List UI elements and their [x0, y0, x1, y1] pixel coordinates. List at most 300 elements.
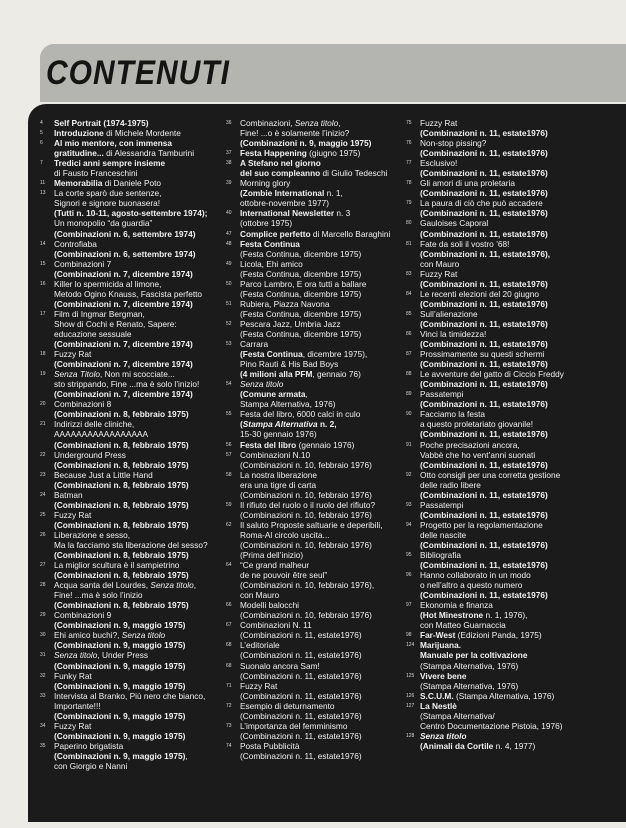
entry-text: [420, 440, 600, 470]
toc-entry: [226, 450, 406, 470]
entry-text: [54, 259, 222, 279]
entry-text: [420, 691, 600, 701]
entry-segment: delle nascite: [420, 529, 467, 540]
entry-text: [240, 148, 406, 158]
entry-text: [420, 500, 600, 520]
entry-line: [54, 429, 222, 439]
entry-line: [420, 630, 600, 640]
toc-entry: [40, 118, 222, 128]
entry-text: [420, 671, 600, 691]
entry-line: [54, 208, 222, 218]
entry-line: [240, 610, 406, 620]
toc-entry: [406, 691, 600, 701]
entry-line: [420, 741, 600, 751]
entry-line: [240, 580, 406, 590]
entry-segment: Posta Pubblicità: [240, 740, 300, 751]
page-number: 48: [226, 240, 232, 247]
entry-segment: Fuzzy Rat: [54, 349, 92, 360]
toc-entry: [226, 229, 406, 239]
entry-segment: (Combinazioni n. 8, febbraio 1975): [54, 499, 189, 510]
entry-segment: (Combinazioni n. 11, estate1976): [420, 509, 548, 520]
entry-line: [54, 620, 222, 630]
entry-segment: (Combinazioni n. 11, estate1976): [420, 560, 548, 571]
entry-line: [240, 198, 406, 208]
entry-segment: con Mauro: [420, 258, 460, 269]
toc-entry: [406, 600, 600, 630]
page-number: 88: [406, 371, 412, 378]
entry-segment: Pino Rauti & His Bad Boys: [240, 359, 339, 370]
entry-line: [240, 510, 406, 520]
entry-text: [54, 118, 222, 128]
entry-segment: Fuzzy Rat: [54, 509, 92, 520]
entry-text: [420, 600, 600, 630]
entry-text: [420, 701, 600, 731]
entry-line: [240, 178, 406, 188]
entry-text: [54, 510, 222, 530]
entry-line: [420, 530, 600, 540]
entry-segment: Festa Continua: [240, 238, 300, 249]
entry-segment: (giugno 1975): [309, 148, 361, 159]
toc-entry: [40, 691, 222, 721]
entry-segment: Facciamo la festa: [420, 409, 486, 420]
entry-segment: Vivere bene: [420, 670, 467, 681]
entry-line: [240, 731, 406, 741]
entry-text: [54, 419, 222, 449]
toc-entry: [226, 339, 406, 379]
page-number: 97: [406, 602, 412, 609]
toc-entry: [406, 118, 600, 138]
toc-entry: [406, 500, 600, 520]
entry-segment: Un monopolio “da guardia”: [54, 218, 153, 229]
page-number: 29: [40, 612, 46, 619]
entry-text: [420, 731, 600, 751]
entry-line: [54, 239, 222, 249]
entry-line: [54, 630, 222, 640]
entry-line: [240, 701, 406, 711]
entry-line: [240, 259, 406, 269]
entry-segment: (Combinazioni n. 11, estate1976): [420, 168, 548, 179]
entry-segment: (Combinazioni n. 9, maggio 1975): [54, 710, 186, 721]
entry-text: [240, 600, 406, 620]
toc-entry: [226, 158, 406, 178]
entry-line: [54, 610, 222, 620]
entry-line: [54, 279, 222, 289]
entry-segment: (Combinazioni n. 7, dicembre 1974): [54, 389, 193, 400]
entry-text: [54, 369, 222, 399]
entry-line: [54, 490, 222, 500]
entry-segment: Stampa Alternativa, 1976): [240, 399, 336, 410]
entry-line: [54, 450, 222, 460]
toc-entry: [40, 630, 222, 650]
entry-line: [240, 319, 406, 329]
entry-segment: (Combinazioni n. 8, febbraio 1975): [54, 600, 189, 611]
page-number: 89: [406, 391, 412, 398]
toc-entry: [406, 520, 600, 550]
entry-text: [54, 560, 222, 580]
page-number: 32: [40, 672, 46, 679]
entry-text: [420, 369, 600, 389]
entry-segment: (Combinazioni n. 8, febbraio 1975): [54, 570, 189, 581]
entry-line: [240, 671, 406, 681]
entry-text: [240, 409, 406, 439]
entry-segment: (Combinazioni n. 11, estate1976): [420, 228, 548, 239]
entry-text: [240, 701, 406, 721]
entry-segment: Esempio di deturnamento: [240, 700, 335, 711]
entry-line: [54, 218, 222, 228]
entry-line: [240, 369, 406, 379]
entry-line: [240, 279, 406, 289]
entry-segment: (ottobre 1975): [240, 218, 293, 229]
entry-line: [240, 168, 406, 178]
entry-segment: era una tigre di carta: [240, 479, 317, 490]
toc-entry: [226, 640, 406, 660]
entry-text: [420, 158, 600, 178]
entry-segment: di Michele Mordente: [106, 128, 181, 139]
entry-line: [420, 721, 600, 731]
entry-text: [240, 640, 406, 660]
entry-segment: (Combinazioni n. 6, settembre 1974): [54, 228, 196, 239]
entry-segment: Roma-Al circolo uscita...: [240, 529, 330, 540]
entry-line: [420, 148, 600, 158]
entry-segment: (Combinazioni n. 11, estate1976): [420, 590, 548, 601]
entry-line: [240, 681, 406, 691]
entry-segment: con Matteo Guarnaccia: [420, 620, 506, 631]
entry-segment: Senza titolo: [294, 118, 339, 128]
entry-segment: (Combinazioni n. 11, estate1976): [420, 339, 548, 350]
entry-segment: (Combinazioni n. 8, febbraio 1975): [54, 479, 189, 490]
entry-segment: (Combinazioni n. 11, estate1976): [420, 539, 548, 550]
entry-line: [420, 500, 600, 510]
entry-segment: delle radio libere: [420, 479, 481, 490]
page-number: 31: [40, 652, 46, 659]
entry-line: [240, 550, 406, 560]
toc-entry: [40, 309, 222, 349]
entry-line: [420, 681, 600, 691]
toc-entry: [406, 701, 600, 731]
entry-segment: Gauloises Caporal: [420, 218, 489, 229]
toc-entry: [406, 329, 600, 349]
entry-line: [420, 309, 600, 319]
page-number: 52: [226, 320, 232, 327]
entry-line: [420, 269, 600, 279]
toc-entry: [226, 239, 406, 259]
entry-segment: (Combinazioni n. 10, febbraio 1976): [240, 610, 372, 621]
page-number: 93: [406, 501, 412, 508]
entry-segment: (Combinazioni n. 10, febbraio 1976): [240, 459, 372, 470]
page-number: 96: [406, 572, 412, 579]
entry-segment: (Festa Continua, dicembre 1975): [240, 288, 362, 299]
entry-segment: (Combinazioni n. 11, estate1976): [420, 359, 548, 370]
entry-line: [420, 590, 600, 600]
entry-line: [420, 671, 600, 681]
page-number: 15: [40, 260, 46, 267]
entry-text: [240, 470, 406, 500]
toc-entry: [406, 570, 600, 600]
entry-segment: (Combinazioni n. 11, estate1976): [240, 690, 362, 701]
entry-line: [420, 600, 600, 610]
page-number: 51: [226, 300, 232, 307]
entry-text: [420, 550, 600, 570]
entry-text: [54, 309, 222, 349]
page-number: 75: [406, 120, 412, 126]
entry-segment: Combinazioni N. 11: [240, 620, 312, 631]
entry-segment: Progetto per la regolamentazione: [420, 519, 543, 530]
entry-segment: (Combinazioni n. 8, febbraio 1975): [54, 439, 189, 450]
entry-line: [240, 540, 406, 550]
entry-line: [240, 229, 406, 239]
entry-line: [240, 349, 406, 359]
page-number: 33: [40, 692, 46, 699]
entry-line: [420, 289, 600, 299]
entry-line: [420, 339, 600, 349]
entry-line: [240, 711, 406, 721]
entry-segment: (Combinazioni n. 11, estate1976): [420, 379, 548, 390]
entry-line: [240, 269, 406, 279]
page-number: 85: [406, 310, 412, 317]
entry-segment: (Festa Continua, dicembre 1975): [240, 268, 362, 279]
entry-line: [420, 540, 600, 550]
entry-line: [54, 560, 222, 570]
entry-text: [240, 259, 406, 279]
entry-line: [54, 550, 222, 560]
entry-line: [420, 580, 600, 590]
entry-segment: (Combinazioni n. 9, maggio 1975): [54, 680, 186, 691]
entry-text: [54, 450, 222, 470]
entry-line: [420, 259, 600, 269]
entry-segment: Suonalo ancora Sam!: [240, 660, 320, 671]
entry-text: [240, 661, 406, 681]
entry-line: [240, 339, 406, 349]
entry-segment: La paura di ciò che può accadere: [420, 198, 543, 209]
entry-line: [240, 249, 406, 259]
entry-text: [54, 470, 222, 490]
entry-line: [54, 701, 222, 711]
entry-line: [240, 419, 406, 429]
entry-line: [54, 440, 222, 450]
page-number: 28: [40, 582, 46, 589]
page-number: 72: [226, 702, 232, 709]
entry-segment: del suo compleanno: [240, 168, 321, 179]
entry-line: [420, 429, 600, 439]
entry-segment: Batman: [54, 489, 83, 500]
entry-line: [420, 419, 600, 429]
entry-segment: 15-30 gennaio 1976): [240, 429, 317, 440]
entry-line: [54, 570, 222, 580]
entry-text: [240, 450, 406, 470]
entry-segment: Senza titolo: [240, 379, 284, 390]
entry-line: [420, 691, 600, 701]
entry-segment: Paperino brigatista: [54, 740, 124, 751]
entry-segment: International Newsletter: [240, 208, 335, 219]
entry-segment: Fate da soli il vostro ’68!: [420, 238, 510, 249]
entry-segment: Pescara Jazz, Umbria Jazz: [240, 318, 341, 329]
entry-line: [54, 188, 222, 198]
entry-segment: (Combinazioni n. 7, dicembre 1974): [54, 298, 193, 309]
page-number: 80: [406, 220, 412, 227]
entry-segment: (Combinazioni n. 11, estate1976): [240, 750, 362, 761]
entry-segment: Tredici anni sempre insieme: [54, 158, 166, 169]
entry-segment: (Combinazioni n. 11, estate1976): [420, 459, 548, 470]
entry-line: [420, 440, 600, 450]
toc-entry: [40, 279, 222, 309]
entry-segment: (4 milioni alla PFM: [240, 369, 313, 380]
toc-entry: [406, 349, 600, 369]
page-number: 56: [226, 441, 232, 448]
entry-line: [420, 520, 600, 530]
entry-line: [420, 731, 600, 741]
entry-segment: di Daniele Poto: [104, 178, 162, 189]
entry-line: [240, 148, 406, 158]
entry-segment: Ehi amico buchi?,: [54, 630, 122, 641]
page-number: 91: [406, 441, 412, 448]
entry-segment: Senza Titolo: [54, 369, 101, 380]
entry-segment: (Combinazioni n. 9, maggio 1975): [240, 138, 372, 149]
entry-segment: La corte sparò due sentenze,: [54, 188, 162, 199]
toc-entry: [40, 178, 222, 188]
page-number: 98: [406, 632, 412, 639]
entry-text: [54, 349, 222, 369]
toc-entry: [40, 610, 222, 630]
entry-line: [54, 460, 222, 470]
entry-segment: (Combinazioni n. 8, febbraio 1975): [54, 519, 189, 530]
entry-text: [420, 118, 600, 138]
entry-text: [240, 620, 406, 640]
contents-column-3: [406, 118, 600, 751]
entry-segment: Combinazioni 8: [54, 399, 112, 410]
entry-segment: S.C.U.M.: [420, 690, 454, 701]
entry-line: [420, 560, 600, 570]
toc-entry: [40, 399, 222, 419]
toc-entry: [40, 239, 222, 259]
entry-line: [240, 751, 406, 761]
entry-text: [420, 409, 600, 439]
toc-entry: [406, 440, 600, 470]
entry-segment: Modelli balocchi: [240, 600, 300, 611]
entry-segment: (Combinazioni n. 11, estate1976): [420, 298, 548, 309]
toc-entry: [40, 671, 222, 691]
toc-entry: [40, 419, 222, 449]
page-number: 95: [406, 552, 412, 559]
toc-entry: [226, 118, 406, 148]
entry-segment: Combinazioni 7: [54, 258, 112, 269]
page-number: 50: [226, 280, 232, 287]
entry-segment: Signori e signore buonasera!: [54, 198, 161, 209]
entry-segment: (Combinazioni n. 9, maggio 1975): [54, 620, 186, 631]
page-number: 64: [226, 562, 232, 569]
toc-entry: [226, 409, 406, 439]
entry-line: [240, 490, 406, 500]
toc-entry: [406, 289, 600, 309]
entry-text: [54, 650, 222, 670]
entry-line: [420, 711, 600, 721]
toc-entry: [40, 560, 222, 580]
toc-entry: [226, 681, 406, 701]
page-number: 59: [226, 501, 232, 508]
entry-segment: (Hot Minestrone: [420, 610, 484, 621]
entry-line: [420, 510, 600, 520]
page-number: 21: [40, 421, 46, 428]
entry-line: [240, 520, 406, 530]
page-number: 77: [406, 160, 412, 167]
entry-line: [420, 319, 600, 329]
entry-segment: (: [240, 419, 243, 430]
entry-segment: L’editoriale: [240, 640, 280, 651]
entry-line: [54, 118, 222, 128]
entry-segment: (Edizioni Panda, 1975): [457, 630, 542, 641]
entry-text: [240, 229, 406, 239]
entry-segment: Gli amori di una proletaria: [420, 178, 515, 189]
entry-segment: Festa Happening: [240, 148, 307, 159]
entry-segment: Le recenti elezioni del 20 giugno: [420, 288, 540, 299]
entry-line: [54, 731, 222, 741]
page-number: 30: [40, 632, 46, 639]
page-number: 125: [406, 672, 415, 679]
entry-line: [420, 490, 600, 500]
entry-text: [420, 198, 600, 218]
entry-line: [240, 440, 406, 450]
toc-entry: [226, 520, 406, 560]
entry-segment: Festa del libro: [240, 439, 297, 450]
entry-segment: n. 1,: [326, 188, 343, 199]
entry-text: [54, 610, 222, 630]
entry-segment: Introduzione: [54, 128, 104, 139]
entry-text: [54, 158, 222, 178]
entry-line: [420, 188, 600, 198]
entry-segment: (Festa Continua, dicembre 1975): [240, 308, 362, 319]
entry-segment: La Nestlè: [420, 700, 457, 711]
entry-text: [54, 741, 222, 771]
entry-segment: di Giulio Tedeschi: [322, 168, 388, 179]
page-number: 83: [406, 270, 412, 277]
entry-segment: Passatempi: [420, 499, 464, 510]
entry-line: [420, 249, 600, 259]
entry-segment: (Combinazioni n. 7, dicembre 1974): [54, 339, 193, 350]
entry-line: [420, 450, 600, 460]
entry-text: [240, 379, 406, 409]
page-number: 37: [226, 150, 232, 157]
entry-segment: , gennaio 76): [312, 369, 361, 380]
toc-entry: [226, 600, 406, 620]
entry-line: [54, 389, 222, 399]
entry-text: [420, 630, 600, 640]
entry-segment: Senza titolo: [420, 730, 467, 741]
page-number: 74: [226, 742, 232, 749]
entry-segment: (Combinazioni n. 11, estate1976): [240, 730, 362, 741]
entry-text: [54, 178, 222, 188]
page-number: 22: [40, 451, 46, 458]
entry-segment: Controfiaba: [54, 238, 97, 249]
toc-entry: [40, 580, 222, 610]
entry-segment: Il rifiuto del ruolo o il ruolo del rifiuto?: [240, 499, 376, 510]
page-number: 25: [40, 511, 46, 518]
entry-line: [54, 148, 222, 158]
entry-text: [54, 691, 222, 721]
page-number: 87: [406, 351, 412, 358]
entry-line: [54, 339, 222, 349]
toc-entry: [406, 198, 600, 218]
entry-line: [54, 128, 222, 138]
page-number: 57: [226, 451, 232, 458]
entry-text: [420, 389, 600, 409]
entry-line: [54, 409, 222, 419]
entry-line: [420, 299, 600, 309]
entry-segment: Centro Documentazione Pistoia, 1976): [420, 720, 563, 731]
toc-entry: [226, 208, 406, 228]
entry-line: [240, 239, 406, 249]
page-number: 14: [40, 240, 46, 247]
entry-line: [54, 480, 222, 490]
entry-segment: (Combinazioni n. 7, dicembre 1974): [54, 268, 193, 279]
